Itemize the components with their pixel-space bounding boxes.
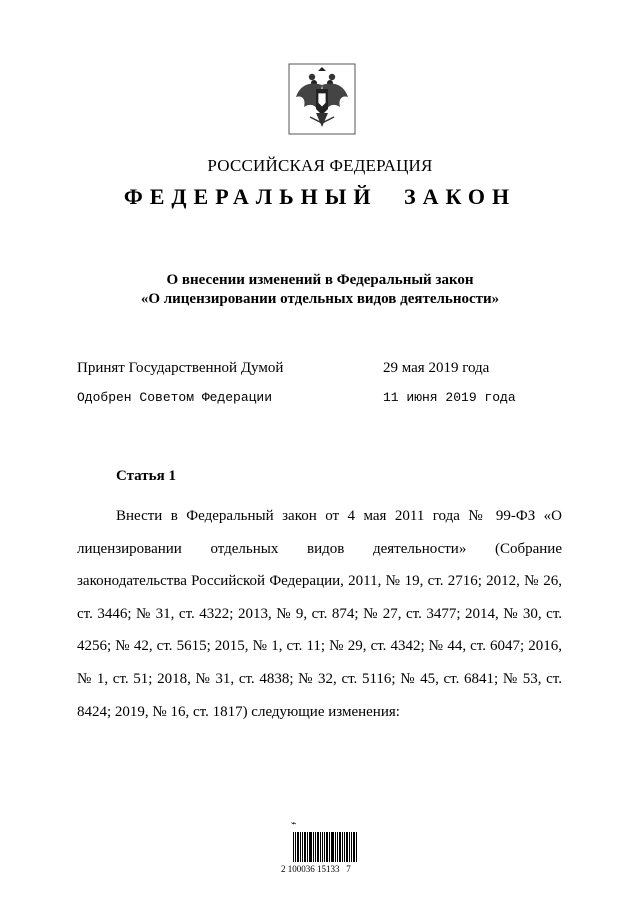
duma-label: Принят Государственной Думой <box>77 360 284 376</box>
barcode-bars <box>293 832 357 862</box>
law-title <box>0 271 640 309</box>
article-heading: Статья 1 <box>116 468 176 484</box>
barcode-mark-icon: ⌁ <box>291 818 297 828</box>
coat-of-arms-icon <box>288 63 356 135</box>
law-title-line-2: «О лицензировании отдельных видов деятельности» <box>140 291 500 307</box>
document-type-heading: ФЕДЕРАЛЬНЫЙ ЗАКОН <box>123 184 517 209</box>
barcode-number: 2 100036 15133 7 <box>281 864 351 874</box>
council-label: Одобрен Советом Федерации <box>77 390 273 405</box>
article-body: Внести в Федеральный закон от 4 мая 2011 года № 99-ФЗ «О лицензировании отдельных видов деятельности» (Собрание законодательства Российской Федерации, 2011, № 19, ст. 2716; 2012, № 26, ст. 3446; № 31, ст. 4322; 2013, № 9, ст. 874; № 27, ст. 3477; 2014, № 30, ст. 4256; № 42, ст. 5615; 2015, № 1, ст. 11; № 29, ст. 4342; № 44, ст. 6047; 2016, № 1, ст. 51; 2018, № 31, ст. 4838; № 32, ст. 5116; № 45, ст. 6841; № 53, ст. 8424; 2019, № 16, ст. 1817) следующие изменения: <box>77 508 562 720</box>
council-date: 11 июня 2019 года <box>383 390 516 405</box>
duma-date: 29 мая 2019 года <box>383 360 490 376</box>
country-heading: РОССИЙСКАЯ ФЕДЕРАЦИЯ <box>207 156 433 175</box>
barcode <box>281 818 363 880</box>
law-title-line-1: О внесении изменений в Федеральный закон <box>166 272 474 288</box>
